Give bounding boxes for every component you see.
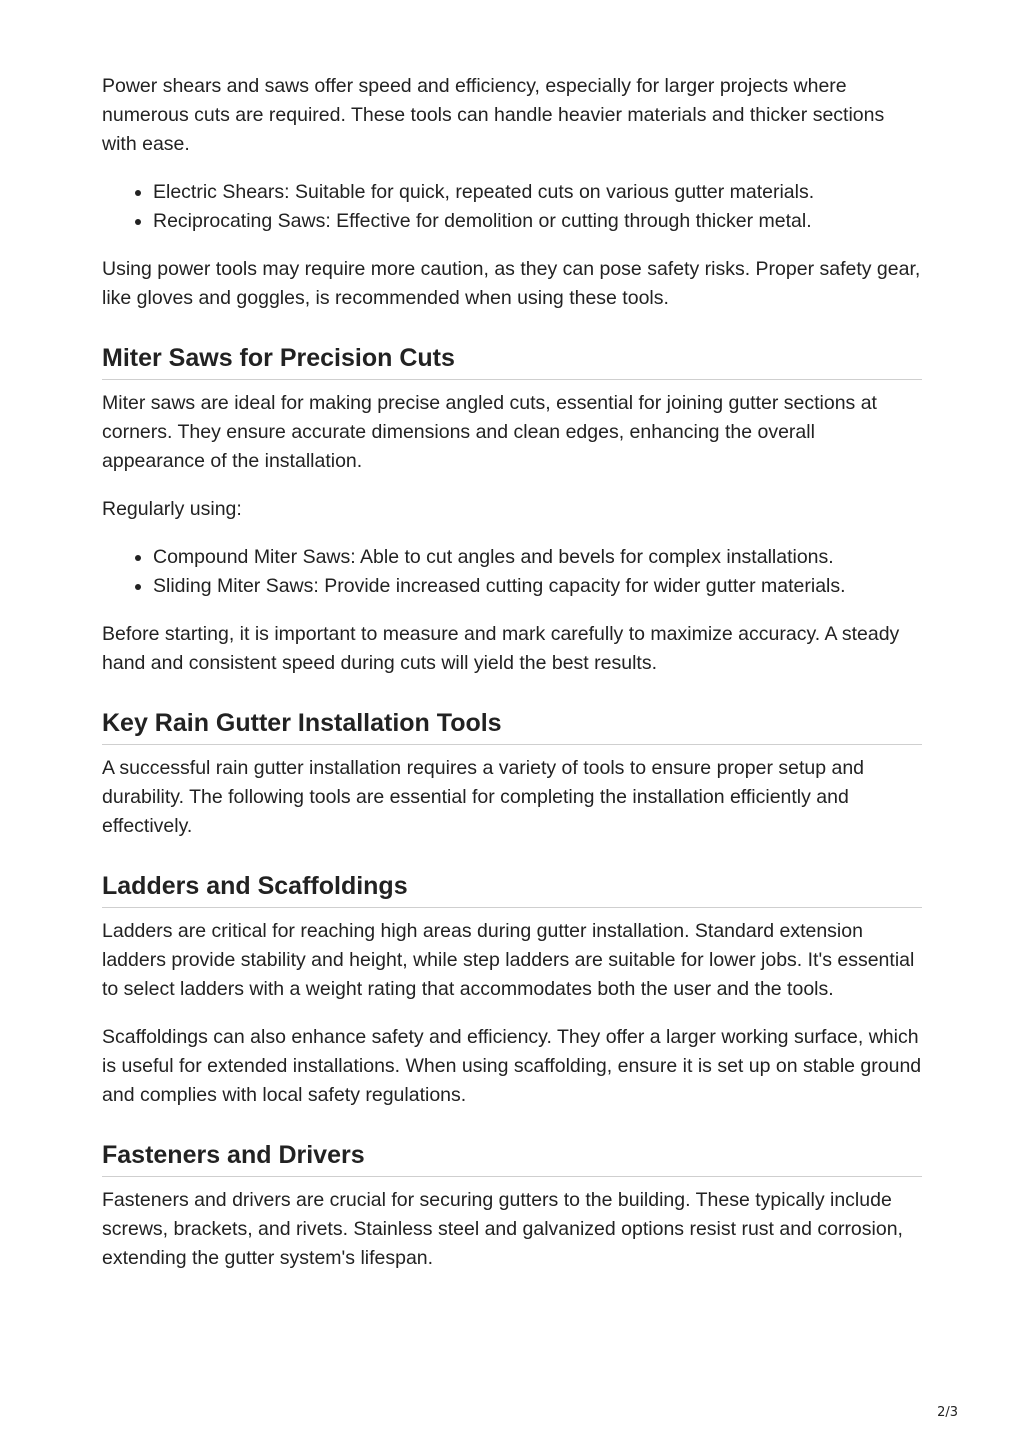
list-item: • Sliding Miter Saws: Provide increased cutting capacity for wider gutter materials. [153,572,922,601]
miter-paragraph: Miter saws are ideal for making precise angled cuts, essential for joining gutter sections at corners. They ensure accurate dimensions and clean edges, enhancing the overall appearance of the installation. [102,392,877,472]
ladders-paragraph: Ladders are critical for reaching high areas during gutter installation. Standard extension ladders provide stability and height, while step ladders are suitable for lower jobs. It's essential to select ladders with a weight rating that accommodates both the user and the tools. [102,920,915,1000]
power-tools-list [102,178,922,236]
list-item: • Reciprocating Saws: Effective for demolition or cutting through thicker metal. [153,207,922,236]
section-heading-fasteners: Fasteners and Drivers [102,1129,922,1177]
miter-closing-paragraph: Before starting, it is important to measure and mark carefully to maximize accuracy. A steady hand and consistent speed during cuts will yield the best results. [102,623,900,674]
safety-paragraph: Using power tools may require more caution, as they can pose safety risks. Proper safety gear, like gloves and goggles, is recommended when using these tools. [102,258,921,309]
intro-paragraph: Power shears and saws offer speed and efficiency, especially for larger projects where numerous cuts are required. These tools can handle heavier materials and thicker sections with ease. [102,75,885,155]
section-heading-miter-saws: Miter Saws for Precision Cuts [102,332,922,380]
fasteners-paragraph: Fasteners and drivers are crucial for securing gutters to the building. These typically include screws, brackets, and rivets. Stainless steel and galvanized options resist rust and corrosion, extending the gutter system's lifespan. [102,1189,903,1269]
list-item: • Electric Shears: Suitable for quick, repeated cuts on various gutter materials. [153,178,922,207]
scaffoldings-paragraph: Scaffoldings can also enhance safety and efficiency. They offer a larger working surface, which is useful for extended installations. When using scaffolding, ensure it is set up on stable ground and complies with local safety regulations. [102,1026,922,1106]
list-item: • Compound Miter Saws: Able to cut angles and bevels for complex installations. [153,543,922,572]
key-tools-paragraph: A successful rain gutter installation requires a variety of tools to ensure proper setup and durability. The following tools are essential for completing the installation efficiently and effectively. [102,757,865,837]
miter-saws-list [102,543,922,601]
section-heading-key-tools: Key Rain Gutter Installation Tools [102,697,922,745]
document-page [102,72,922,1292]
section-heading-ladders: Ladders and Scaffoldings [102,860,922,908]
miter-list-intro: Regularly using: [102,498,242,520]
page-number: 2/3 [937,1405,958,1420]
